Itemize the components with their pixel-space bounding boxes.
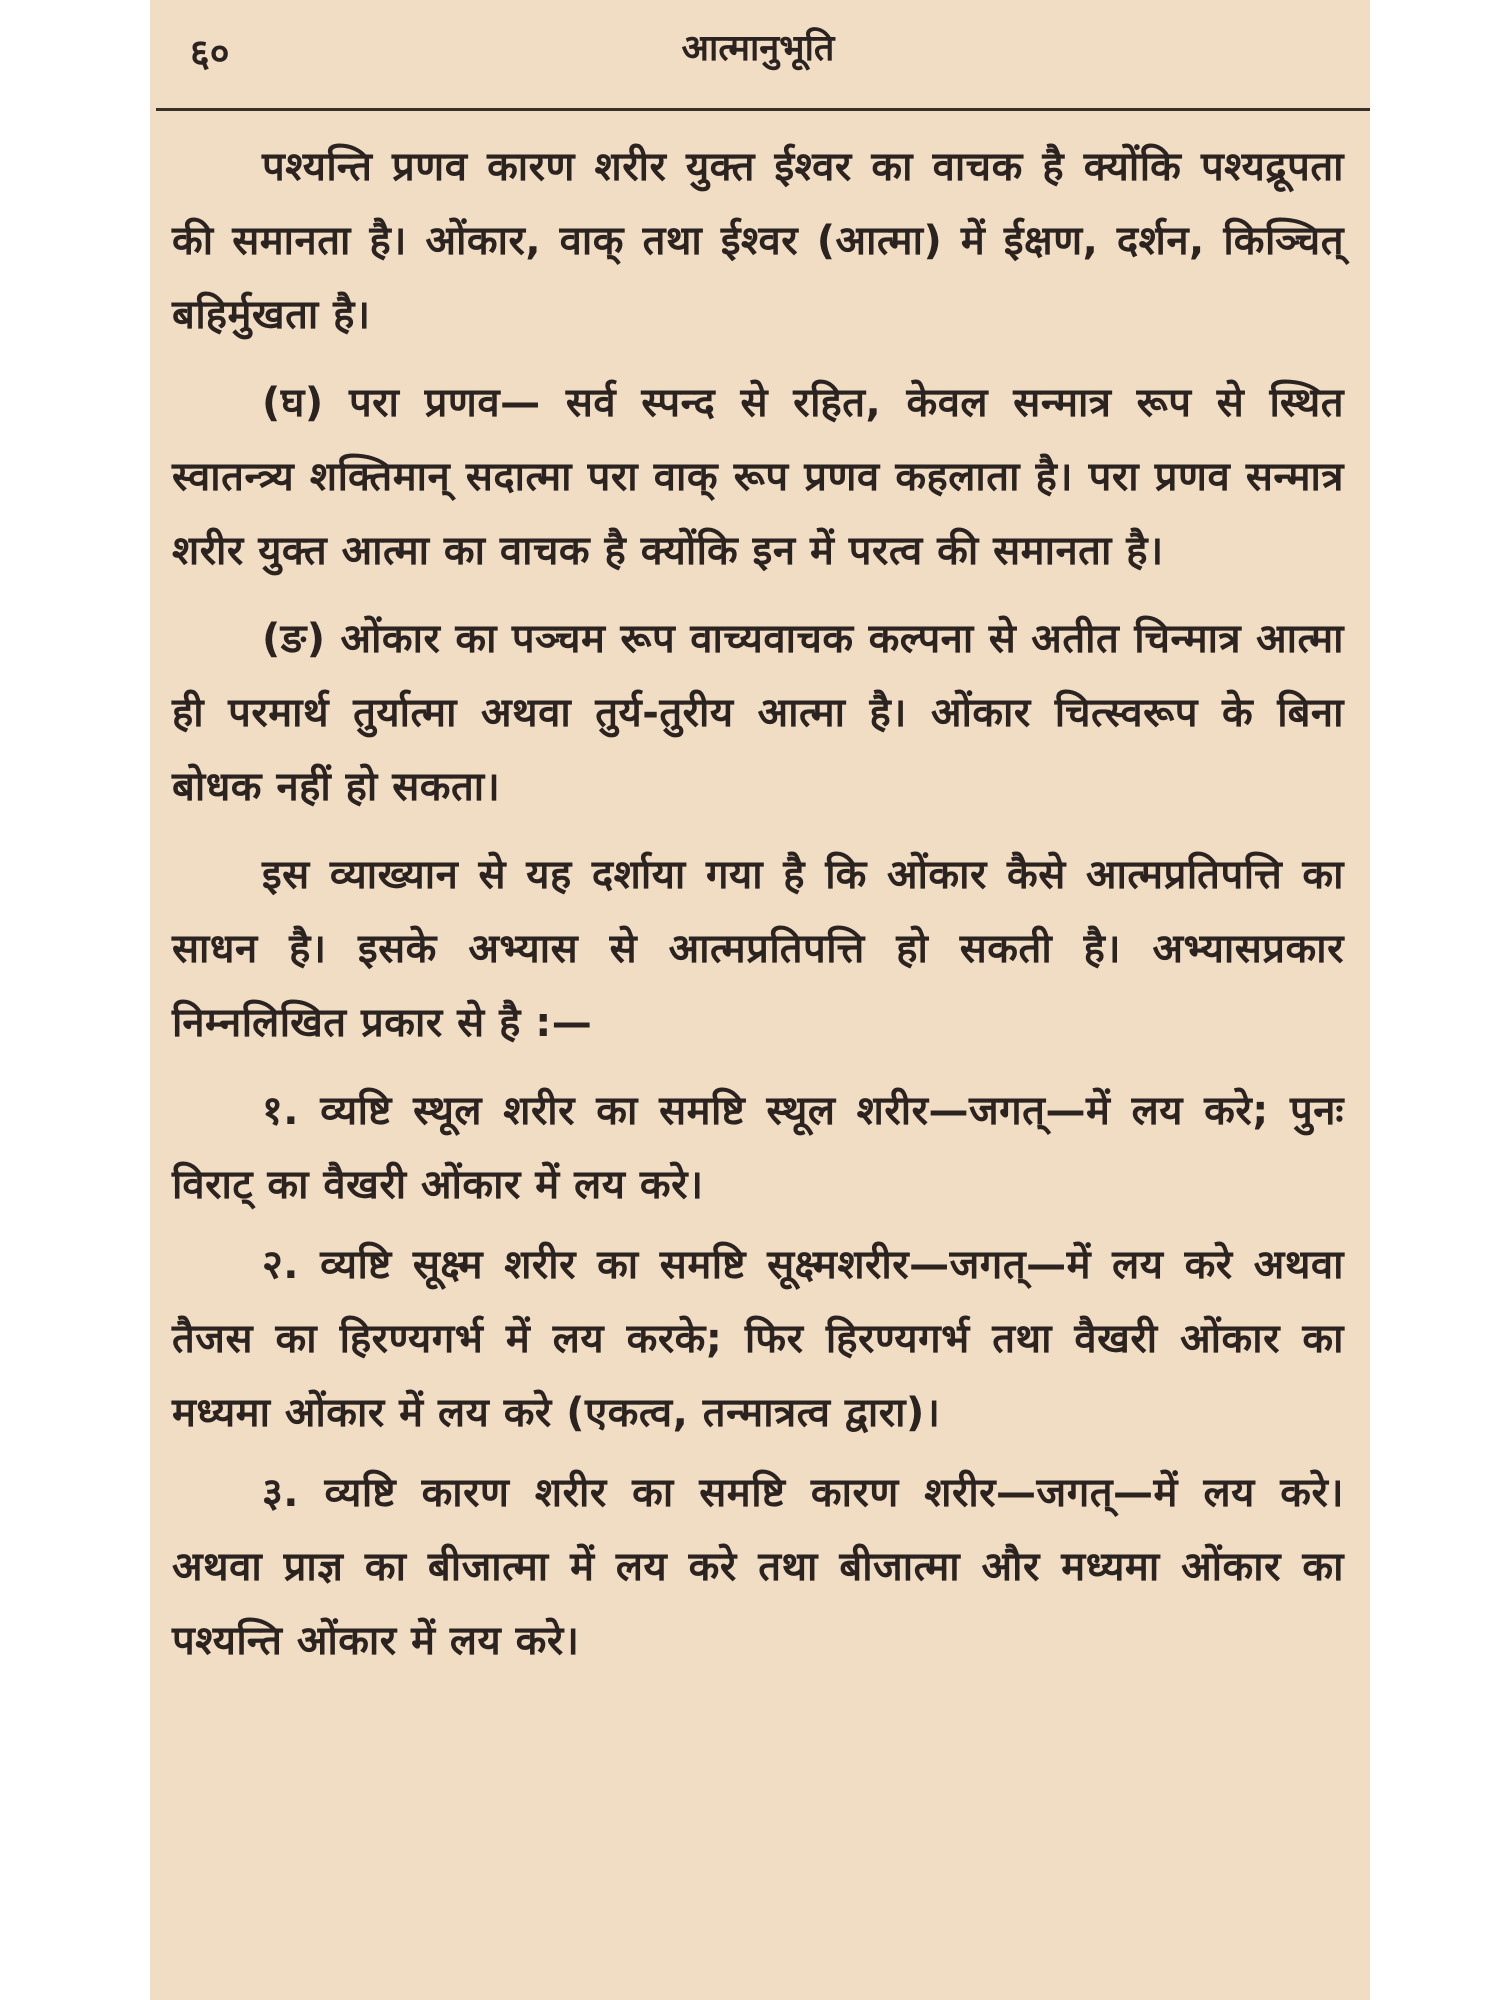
book-page (150, 0, 1370, 2000)
paragraph-practice-intro: इस व्याख्यान से यह दर्शाया गया है कि ओंकार कैसे आत्मप्रतिपत्ति का साधन है। इसके अभ्यास से आत्मप्रतिपत्ति हो सकती है। अभ्यासप्रकार निम्नलिखित प्रकार से है :— (172, 852, 1344, 1046)
paragraph-omkara-fifth-form: (ङ) ओंकार का पञ्चम रूप वाच्यवाचक कल्पना से अतीत चिन्मात्र आत्मा ही परमार्थ तुर्यात्मा अथवा तुर्य-तुरीय आत्मा है। ओंकार चित्स्वरूप के बिना बोधक नहीं हो सकता। (172, 616, 1344, 810)
paragraph-pashyanti: पश्यन्ति प्रणव कारण शरीर युक्त ईश्वर का वाचक है क्योंकि पश्यद्रूपता की समानता है। ओंकार, वाक् तथा ईश्वर (आत्मा) में ईक्षण, दर्शन, किञ्चित् बहिर्मुखता है। (172, 144, 1344, 338)
page-header (172, 0, 1344, 104)
header-divider (156, 108, 1370, 119)
page-number: ६० (190, 31, 230, 75)
page-body (172, 130, 1344, 1684)
list-item-1: १. व्यष्टि स्थूल शरीर का समष्टि स्थूल शरीर—जगत्—में लय करे; पुनः विराट् का वैखरी ओंकार में लय करे। (172, 1088, 1344, 1208)
paragraph-para-pranava: (घ) परा प्रणव— सर्व स्पन्द से रहित, केवल सन्मात्र रूप से स्थित स्वातन्त्र्य शक्तिमान् सदात्मा परा वाक् रूप प्रणव कहलाता है। परा प्रणव सन्मात्र शरीर युक्त आत्मा का वाचक है क्योंकि इन में परत्व की समानता है। (172, 380, 1344, 574)
list-item-3: ३. व्यष्टि कारण शरीर का समष्टि कारण शरीर—जगत्—में लय करे। अथवा प्राज्ञ का बीजात्मा में लय करे तथा बीजात्मा और मध्यमा ओंकार का पश्यन्ति ओंकार में लय करे। (172, 1470, 1344, 1664)
list-item-2: २. व्यष्टि सूक्ष्म शरीर का समष्टि सूक्ष्मशरीर—जगत्—में लय करे अथवा तैजस का हिरण्यगर्भ में लय करके; फिर हिरण्यगर्भ तथा वैखरी ओंकार का मध्यमा ओंकार में लय करे (एकत्व, तन्मात्रत्व द्वारा)। (172, 1242, 1344, 1436)
running-title: आत्मानुभूति (681, 28, 835, 69)
